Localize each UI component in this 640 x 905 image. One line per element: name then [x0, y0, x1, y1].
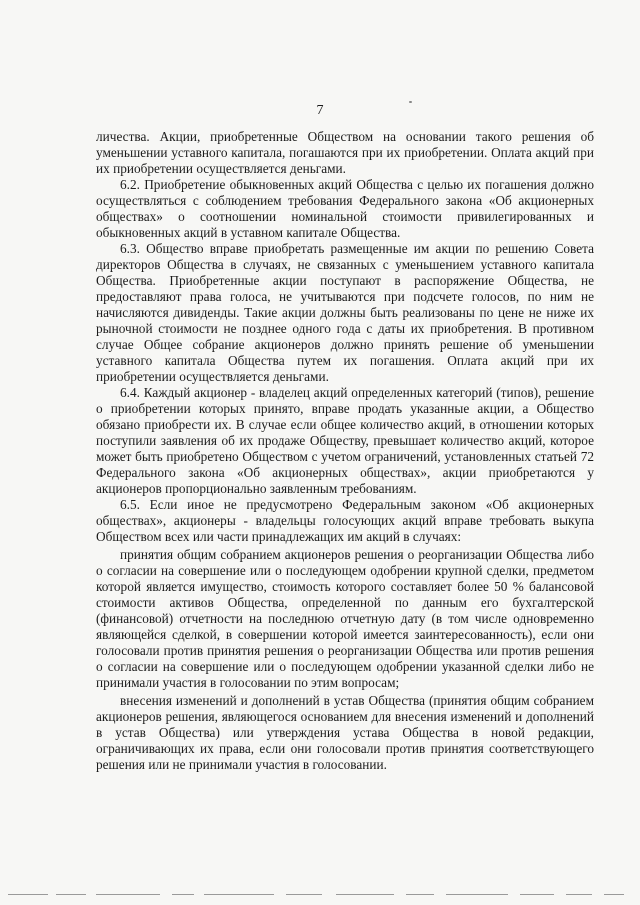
paragraph-6-4: 6.4. Каждый акционер - владелец акций определенных категорий (типов), решение о приобретении которых принято, вправе продать указанные акции, а Общество обязано приобрести их. В случае если общее количество акций, в отношении которых поступили заявления об их продаже Обществу, превышает количество акций, которое может быть приобретено Обществом с учетом ограничений, установленных статьей 72 Федерального закона «Об акционерных обществах», акции приобретаются у акционеров пропорционально заявленным требованиям.: [96, 385, 594, 496]
paragraph-6-3: 6.3. Общество вправе приобретать размещенные им акции по решению Совета директоров Общества в случаях, не связанных с уменьшением уставного капитала Общества. Приобретенные акции поступают в распоряжение Общества, не предоставляют права голоса, не учитываются при подсчете голосов, по ним не начисляются дивиденды. Такие акции должны быть реализованы по цене не ниже их рыночной стоимости не позднее одного года с даты их приобретения. В противном случае Общее собрание акционеров должно принять решение об уменьшении уставного капитала Общества путем их погашения. Оплата акций при их приобретении осуществляется деньгами.: [96, 241, 594, 384]
page-number: 7: [316, 103, 324, 118]
paragraph-6-2: 6.2. Приобретение обыкновенных акций Общества с целью их погашения должно осуществляться с соблюдением требования Федерального закона «Об акционерных обществах» о соотношении номинальной стоимости привилегированных и обыкновенных акций в уставном капитале Общества.: [96, 177, 594, 240]
list-item-charter-amendments: внесения изменений и дополнений в устав Общества (принятия общим собранием акционеров решения, являющегося основанием для внесения изменений и дополнений в устав Общества) или утверждения устава Общества в новой редакции, ограничивающих их права, если они голосовали против принятия соответствующего решения или не принимали участия в голосовании.: [96, 693, 594, 772]
document-body: [96, 129, 594, 773]
list-item-reorganization: принятия общим собранием акционеров решения о реорганизации Общества либо о согласии на совершение или о последующем одобрении крупной сделки, предметом которой является имущество, стоимость которого составляет более 50 % балансовой стоимости активов Общества, определенной по данным его бухгалтерской (финансовой) отчетности на последнюю отчетную дату (в том числе одновременно являющейся сделкой, в совершении которой имеется заинтересованность), если они голосовали против принятия решения о реорганизации Общества или против решения о согласии на совершение или о последующем одобрении указанной сделки либо не принимали участия в голосовании по этим вопросам;: [96, 547, 594, 690]
scan-bottom-artifacts: [0, 886, 640, 904]
paragraph-continuation: личества. Акции, приобретенные Обществом на основании такого решения об уменьшении уставного капитала, погашаются при их приобретении. Оплата акций при их приобретении осуществляется деньгами.: [96, 129, 594, 176]
paragraph-6-5: 6.5. Если иное не предусмотрено Федеральным законом «Об акционерных обществах», акционеры - владельцы голосующих акций вправе требовать выкупа Обществом всех или части принадлежащих им акций в случаях:: [96, 497, 594, 544]
